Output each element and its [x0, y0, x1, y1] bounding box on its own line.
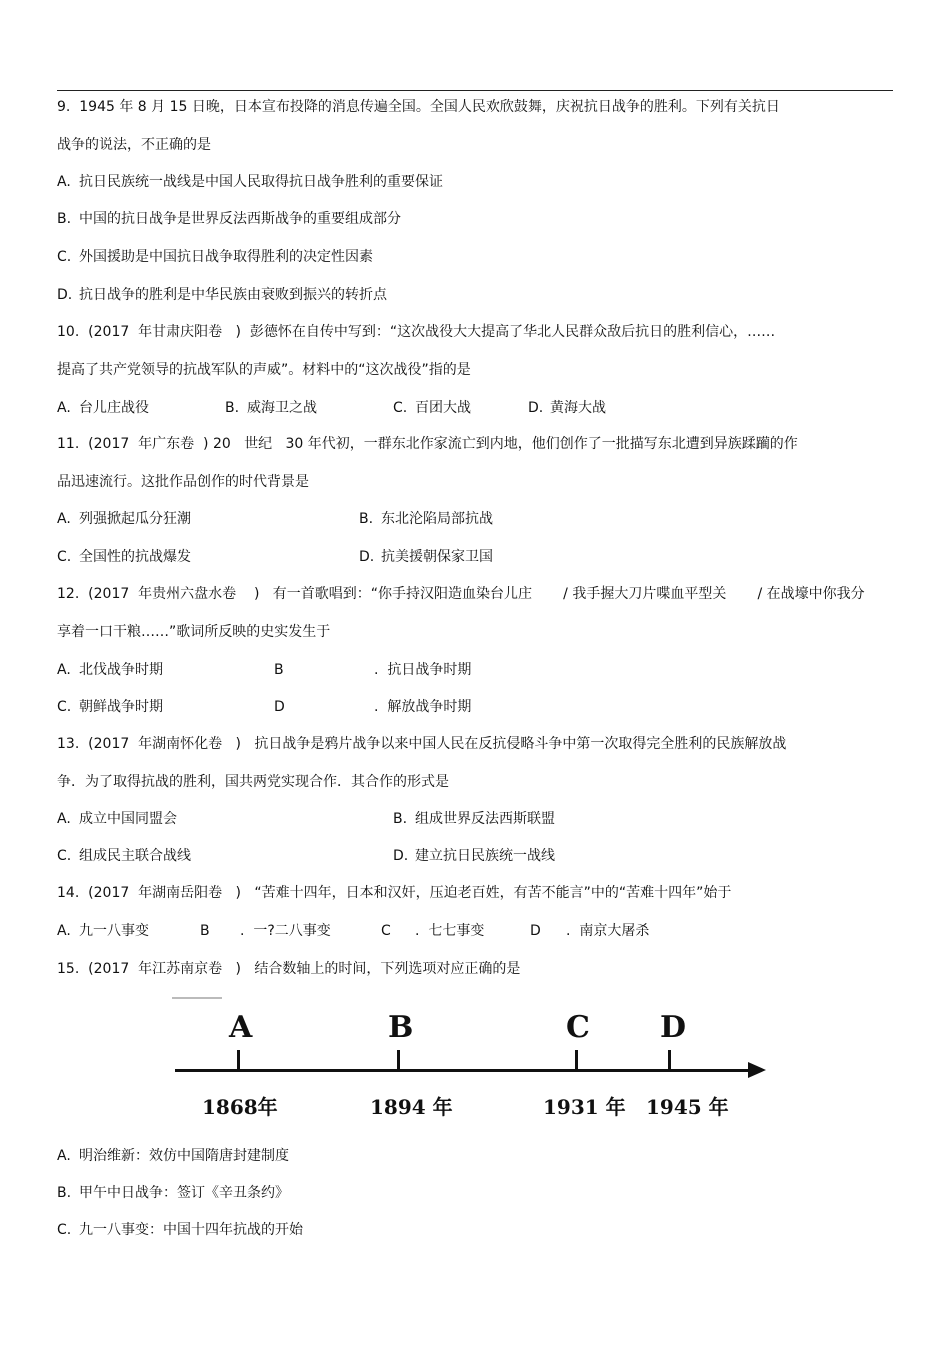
option-text: 成立中国同盟会: [79, 811, 177, 827]
option-text: 抗日战争的胜利是中华民族由衰败到振兴的转折点: [79, 287, 387, 303]
q14-option-c-label: C: [381, 923, 391, 939]
q12-stem-line-2: 享着一口干粮……”歌词所反映的史实发生于: [57, 624, 331, 640]
timeline-year-d: 1945 年: [646, 1095, 729, 1119]
option-label: D.: [57, 287, 73, 303]
q10-option-a: [57, 399, 149, 417]
option-label: B.: [57, 1185, 72, 1201]
q15-option-c: [57, 1221, 303, 1239]
q15-option-b: [57, 1184, 289, 1202]
option-label: C.: [57, 699, 72, 715]
q12-option-c: [57, 698, 163, 716]
q12-option-d-text: . 解放战争时期: [374, 699, 472, 715]
q11-option-a: [57, 510, 191, 528]
q13-option-c: [57, 847, 191, 865]
q9-option-d: [57, 286, 387, 304]
q10-option-c: [393, 399, 471, 417]
header-rule: [57, 90, 893, 91]
q13-option-d: [393, 847, 555, 865]
q13-stem-line-1: 13. (2017 年湖南怀化卷 ) 抗日战争是鸦片战争以来中国人民在反抗侵略斗争中第一次取得完全胜利的民族解放战: [57, 736, 787, 752]
option-label: A.: [57, 174, 71, 190]
option-label: C.: [57, 1222, 72, 1238]
timeline-tick-a: [237, 1050, 240, 1070]
q14-option-b-label: B: [200, 923, 210, 939]
q14-option-d-label: D: [530, 923, 541, 939]
option-text: 组成世界反法西斯联盟: [415, 811, 555, 827]
timeline-axis: [175, 1069, 752, 1072]
q9-stem-line-1: 9. 1945 年 8 月 15 日晚，日本宣布投降的消息传遍全国。全国人民欢欣鼓舞，庆祝抗日战争的胜利。下列有关抗日: [57, 99, 780, 115]
option-label: A.: [57, 662, 71, 678]
option-text: 九一八事变：中国十四年抗战的开始: [79, 1222, 303, 1238]
q12-stem-line-1: 12. (2017 年贵州六盘水卷 ) 有一首歌唱到：“你手持汉阳造血染台儿庄 / 我手握大刀片喋血平型关 / 在战壕中你我分: [57, 586, 865, 602]
option-label: A.: [57, 511, 71, 527]
option-label: D.: [528, 400, 544, 416]
timeline-year-a: 1868年: [202, 1095, 278, 1119]
q11-stem-line-2: 品迅速流行。这批作品创作的时代背景是: [57, 474, 309, 490]
option-label: D.: [393, 848, 409, 864]
option-label: C.: [393, 400, 408, 416]
q10-option-d: [528, 399, 606, 417]
timeline-point-a-letter: A: [229, 1010, 253, 1045]
option-text: 朝鲜战争时期: [79, 699, 163, 715]
option-label: B.: [393, 811, 408, 827]
q13-stem-line-2: 争．为了取得抗战的胜利，国共两党实现合作．其合作的形式是: [57, 774, 449, 790]
option-text: 北伐战争时期: [79, 662, 163, 678]
option-label: C.: [57, 549, 72, 565]
option-label: A.: [57, 811, 71, 827]
option-text: 抗美援朝保家卫国: [381, 549, 493, 565]
q12-option-a: [57, 661, 163, 679]
option-label: B.: [225, 400, 240, 416]
option-label: A.: [57, 1148, 71, 1164]
timeline-point-d-letter: D: [660, 1010, 687, 1045]
option-text: 抗日民族统一战线是中国人民取得抗日战争胜利的重要保证: [79, 174, 443, 190]
q10-option-b: [225, 399, 317, 417]
q13-option-b: [393, 810, 555, 828]
option-text: 全国性的抗战爆发: [79, 549, 191, 565]
option-text: 百团大战: [415, 400, 471, 416]
timeline-tick-d: [668, 1050, 671, 1070]
option-label: D.: [359, 549, 375, 565]
option-text: 列强掀起瓜分狂潮: [79, 511, 191, 527]
option-text: 外国援助是中国抗日战争取得胜利的决定性因素: [79, 249, 373, 265]
q14-stem-line-1: 14. (2017 年湖南岳阳卷 ) “苦难十四年，日本和汉奸，压迫老百姓，有苦不能言”中的“苦难十四年”始于: [57, 885, 732, 901]
q15-stem-line-1: 15. (2017 年江苏南京卷 ) 结合数轴上的时间，下列选项对应正确的是: [57, 961, 521, 977]
option-text: 东北沦陷局部抗战: [381, 511, 493, 527]
option-label: A.: [57, 923, 71, 939]
q10-stem-line-1: 10. (2017 年甘肃庆阳卷 ) 彭德怀在自传中写到：“这次战役大大提高了华北人民群众敌后抗日的胜利信心，……: [57, 324, 776, 340]
option-label: B.: [57, 211, 72, 227]
timeline-point-b-letter: B: [388, 1010, 414, 1045]
q12-option-b-label: B: [274, 662, 284, 678]
option-label: C.: [57, 848, 72, 864]
timeline-tick-b: [397, 1050, 400, 1070]
q14-option-c-text: . 七七事变: [415, 923, 485, 939]
timeline-tick-c: [575, 1050, 578, 1070]
option-text: 组成民主联合战线: [79, 848, 191, 864]
q9-option-c: [57, 248, 373, 266]
timeline-arrow-icon: [748, 1062, 766, 1078]
q12-option-d-label: D: [274, 699, 285, 715]
q15-option-a: [57, 1147, 289, 1165]
q14-option-b-text: . 一?二八事变: [240, 923, 331, 939]
q11-stem-line-1: 11. (2017 年广东卷 ) 20 世纪 30 年代初，一群东北作家流亡到内地，他们创作了一批描写东北遭到异族蹂躏的作: [57, 436, 798, 452]
timeline-scan-mark: [172, 997, 222, 999]
timeline-year-c: 1931 年: [543, 1095, 626, 1119]
q9-option-b: [57, 210, 401, 228]
q14-option-a: [57, 922, 149, 940]
q14-option-d-text: . 南京大屠杀: [566, 923, 650, 939]
option-text: 甲午中日战争：签订《辛丑条约》: [79, 1185, 289, 1201]
q11-option-c: [57, 548, 191, 566]
q11-option-d: [359, 548, 493, 566]
q10-stem-line-2: 提高了共产党领导的抗战军队的声威”。材料中的“这次战役”指的是: [57, 362, 471, 378]
option-text: 威海卫之战: [247, 400, 317, 416]
q9-option-a: [57, 173, 443, 191]
option-text: 明治维新：效仿中国隋唐封建制度: [79, 1148, 289, 1164]
option-text: 九一八事变: [79, 923, 149, 939]
option-text: 黄海大战: [550, 400, 606, 416]
option-text: 中国的抗日战争是世界反法西斯战争的重要组成部分: [79, 211, 401, 227]
option-label: A.: [57, 400, 71, 416]
q13-option-a: [57, 810, 177, 828]
option-text: 建立抗日民族统一战线: [415, 848, 555, 864]
option-text: 台儿庄战役: [79, 400, 149, 416]
q9-stem-line-2: 战争的说法，不正确的是: [57, 137, 211, 153]
option-label: B.: [359, 511, 374, 527]
timeline-figure: [170, 995, 770, 1125]
option-label: C.: [57, 249, 72, 265]
timeline-point-c-letter: C: [566, 1010, 590, 1045]
q12-option-b-text: . 抗日战争时期: [374, 662, 472, 678]
timeline-year-b: 1894 年: [370, 1095, 453, 1119]
q11-option-b: [359, 510, 493, 528]
